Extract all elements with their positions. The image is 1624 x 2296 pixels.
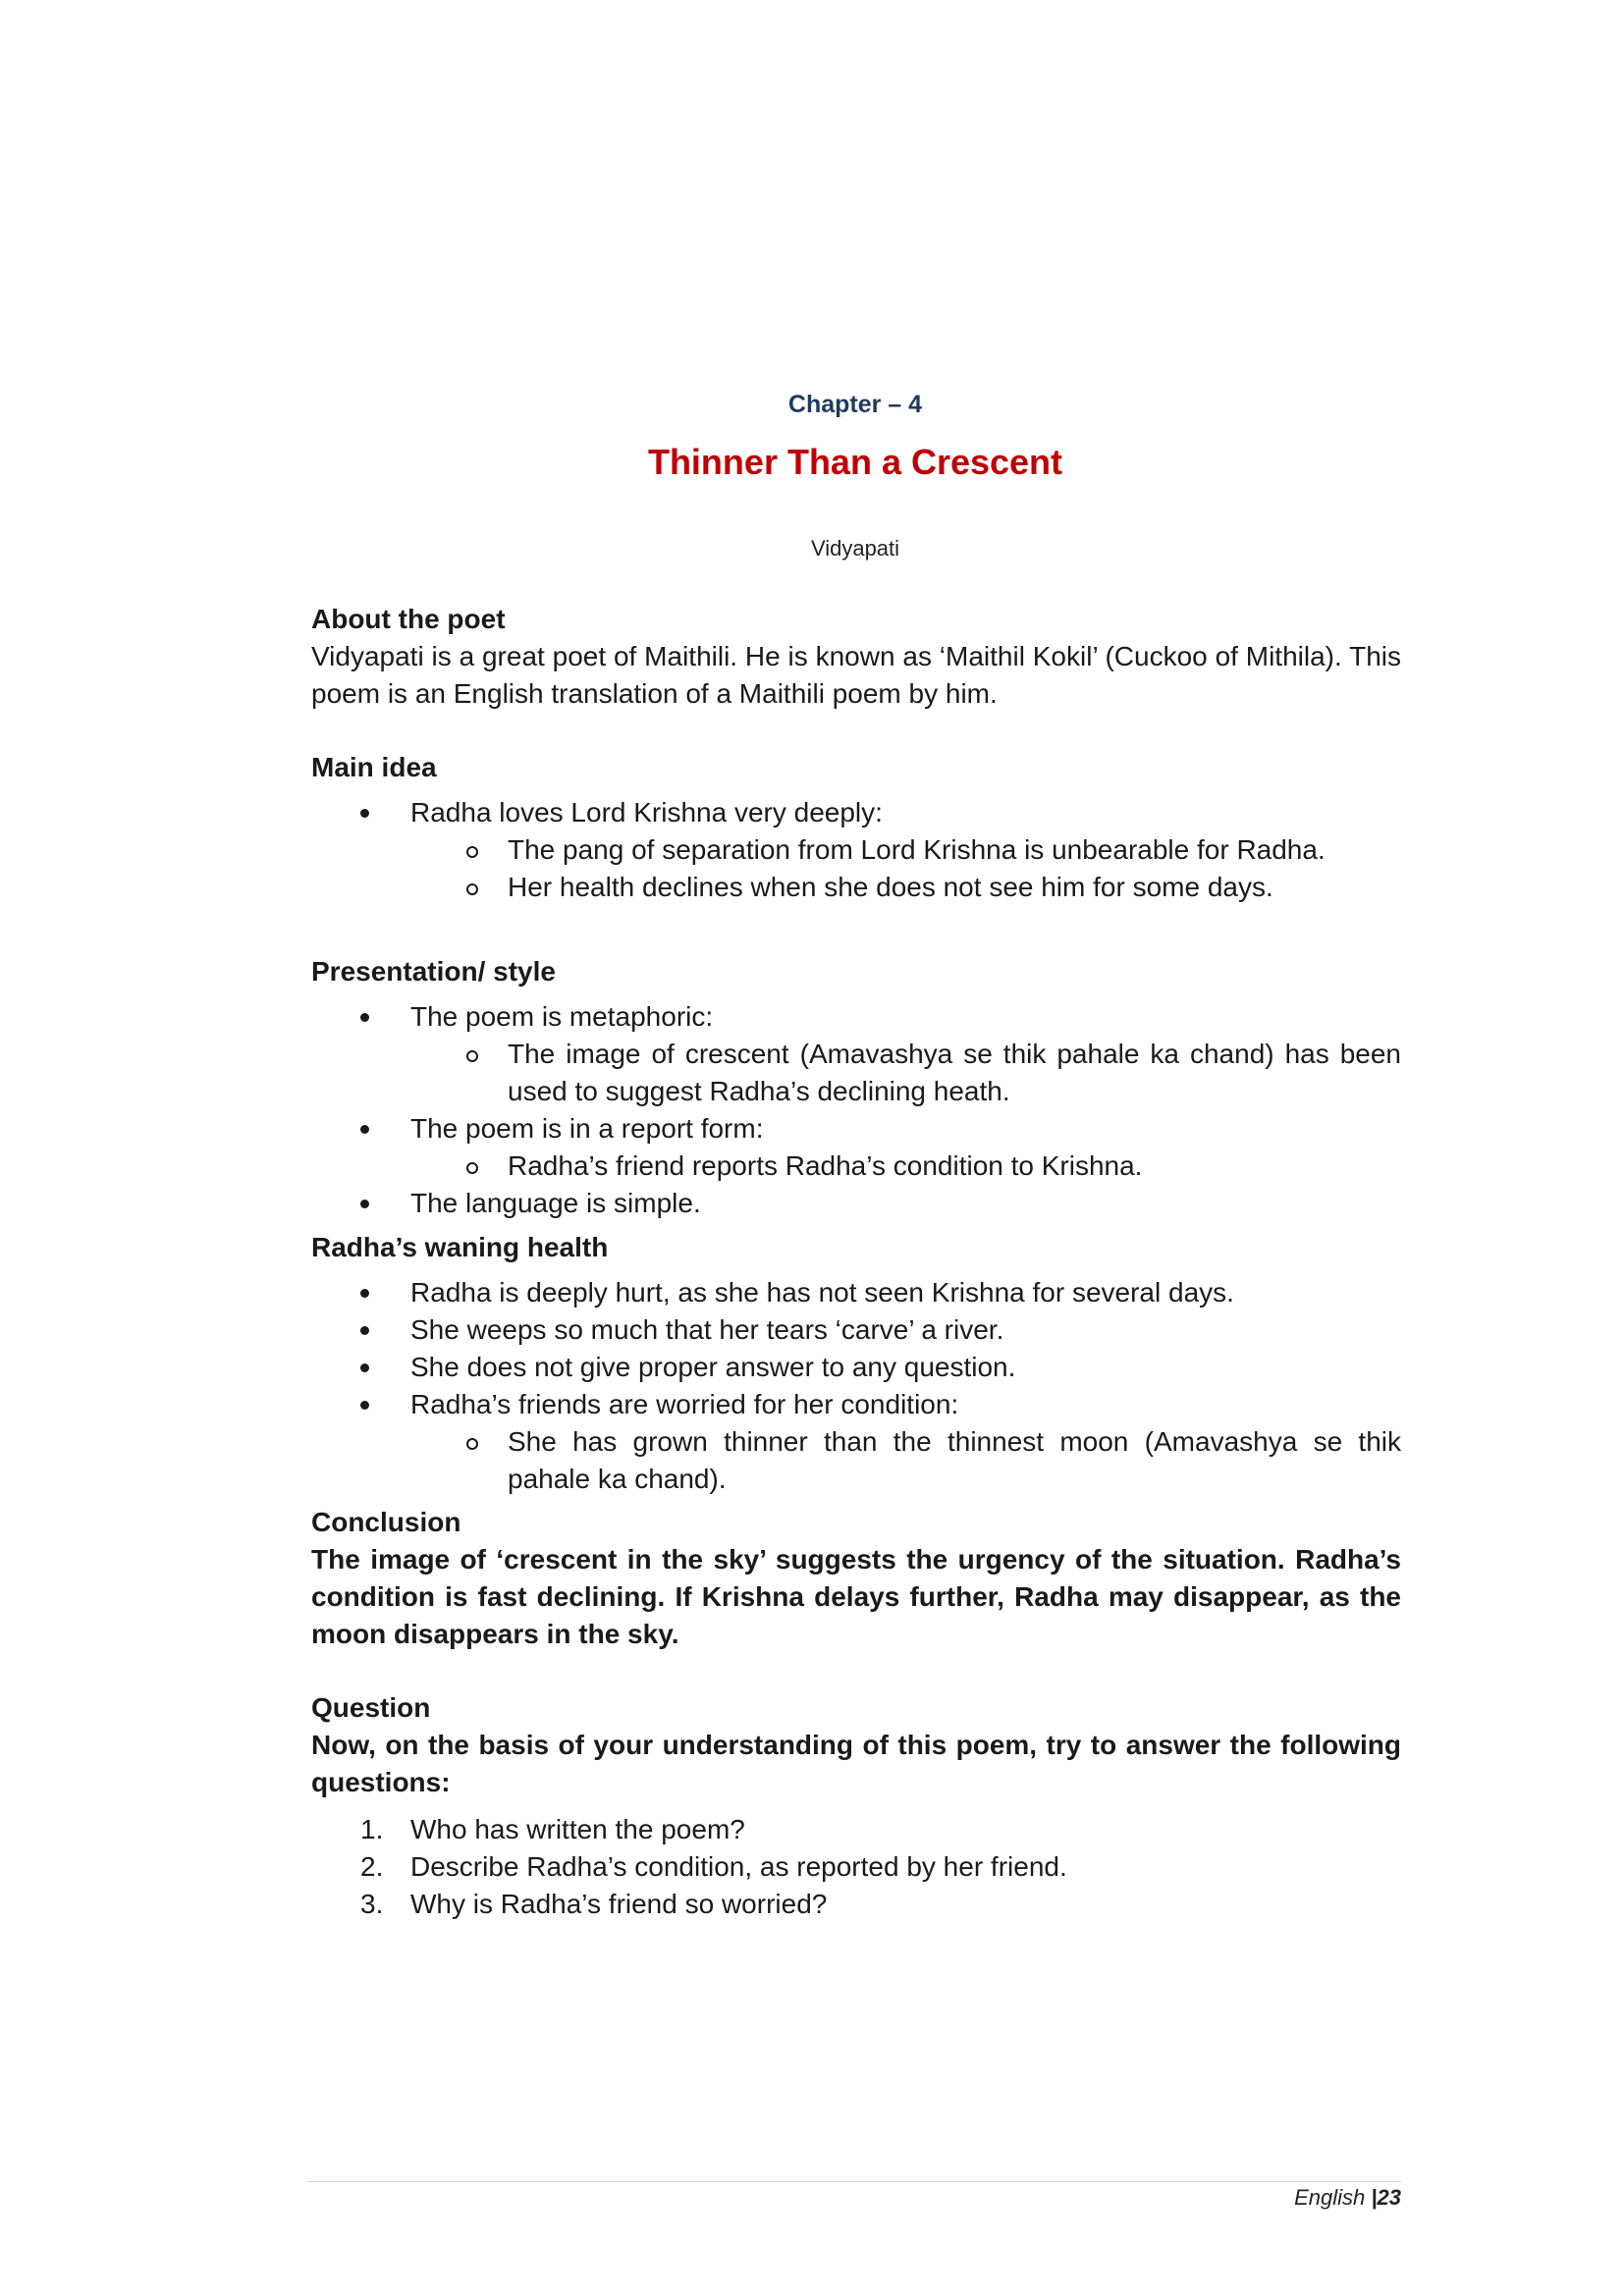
list-item	[311, 1311, 1401, 1349]
list-item	[311, 1349, 1401, 1386]
footer-subject: English	[1294, 2185, 1366, 2210]
main-idea-heading: Main idea	[311, 752, 437, 782]
waning-health-heading: Radha’s waning health	[311, 1232, 609, 1262]
question-intro: Now, on the basis of your understanding of this poem, try to answer the following questions:	[311, 1730, 1401, 1797]
sub-list-item: The image of crescent (Amavashya se thik pahale ka chand) has been used to suggest Radha’s declining heath.	[466, 1036, 1401, 1110]
list-item	[311, 998, 1401, 1036]
main-idea-list	[311, 794, 1401, 831]
list-item	[311, 1185, 1401, 1222]
sub-list-item: Radha’s friend reports Radha’s condition to Krishna.	[466, 1148, 1401, 1185]
sub-list-item: Her health declines when she does not see him for some days.	[466, 869, 1401, 906]
bullet-text: She weeps so much that her tears ‘carve’ a river.	[410, 1314, 1004, 1345]
list-item	[311, 1274, 1401, 1311]
bullet-text: Radha’s friends are worried for her condition:	[410, 1389, 959, 1419]
question-text: Why is Radha’s friend so worried?	[410, 1889, 828, 1919]
page-footer	[0, 2185, 1401, 2211]
bullet-text: The poem is in a report form:	[410, 1113, 764, 1144]
bullet-text: Radha is deeply hurt, as she has not seen Krishna for several days.	[410, 1277, 1234, 1308]
bullet-text: The poem is metaphoric:	[410, 1001, 714, 1032]
footer-divider	[307, 2181, 1401, 2182]
question-number: 2.	[360, 1851, 384, 1882]
chapter-title: Thinner Than a Crescent	[647, 442, 1063, 482]
conclusion-heading: Conclusion	[311, 1507, 461, 1537]
sub-list-item: The pang of separation from Lord Krishna is unbearable for Radha.	[466, 831, 1401, 869]
question-number: 1.	[360, 1814, 384, 1844]
question-text: Who has written the poem?	[410, 1814, 745, 1844]
presentation-list-3	[311, 1185, 1401, 1222]
question-heading: Question	[311, 1692, 431, 1723]
presentation-sublist-1	[466, 1036, 1401, 1110]
bullet-text: Radha loves Lord Krishna very deeply:	[410, 797, 883, 828]
presentation-list-2	[311, 1110, 1401, 1148]
list-item	[311, 1110, 1401, 1148]
bullet-text: She does not give proper answer to any question.	[410, 1352, 1016, 1382]
waning-health-list	[311, 1274, 1401, 1423]
waning-health-sublist	[466, 1423, 1401, 1498]
footer-separator: |	[1371, 2185, 1378, 2210]
bullet-text: The language is simple.	[410, 1188, 701, 1218]
about-poet-text: Vidyapati is a great poet of Maithili. He is known as ‘Maithil Kokil’ (Cuckoo of Mithila). This poem is an English translation of a Maithili poem by him.	[311, 641, 1401, 709]
conclusion-text: The image of ‘crescent in the sky’ suggests the urgency of the situation. Radha’s condition is fast declining. If Krishna delays further, Radha may disappear, as the moon disappears in the sky.	[311, 1544, 1401, 1649]
presentation-list-1	[311, 998, 1401, 1036]
questions-list	[311, 1811, 1401, 1923]
list-item	[311, 794, 1401, 831]
question-text: Describe Radha’s condition, as reported by her friend.	[410, 1851, 1067, 1882]
chapter-label: Chapter – 4	[787, 391, 923, 418]
author-name: Vidyapati	[810, 536, 900, 561]
sub-list-item: She has grown thinner than the thinnest moon (Amavashya se thik pahale ka chand).	[466, 1423, 1401, 1498]
main-idea-sublist	[466, 831, 1401, 906]
list-item	[311, 1848, 1401, 1886]
list-item	[311, 1886, 1401, 1923]
list-item	[311, 1386, 1401, 1423]
page-number: 23	[1377, 2185, 1401, 2210]
question-number: 3.	[360, 1889, 384, 1919]
presentation-heading: Presentation/ style	[311, 956, 556, 987]
list-item	[311, 1811, 1401, 1848]
about-poet-heading: About the poet	[311, 604, 506, 634]
main-content	[311, 601, 1401, 1923]
presentation-sublist-2	[466, 1148, 1401, 1185]
